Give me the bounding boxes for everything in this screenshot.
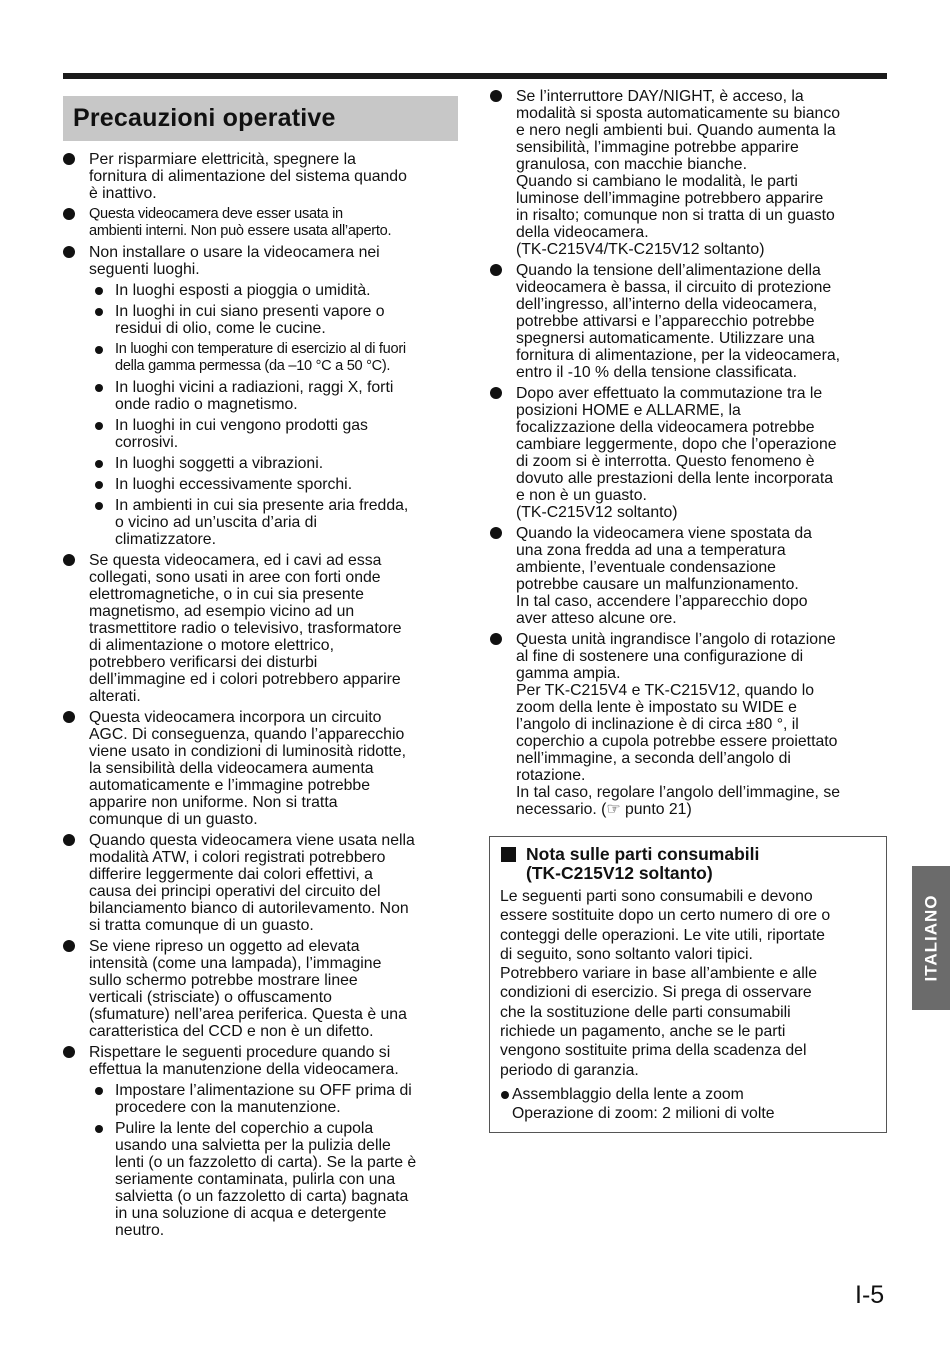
note-body-line: richiede un pagamento, anche se le parti	[500, 1023, 786, 1041]
section-title: Precauzioni operative	[73, 104, 336, 132]
bullet-line: sullo schermo potrebbe mostrare linee	[89, 972, 358, 989]
sub-bullet-item	[89, 379, 463, 413]
bullet-line: ambiente, l’eventuale condensazione	[516, 559, 776, 576]
bullet-line: coperchio a cupola potrebbe essere proiettato	[516, 733, 838, 750]
bullet-line: è inattivo.	[89, 185, 157, 202]
sub-bullet-line: In luoghi vicini a radiazioni, raggi X, forti	[115, 379, 394, 396]
note-heading-line: (TK-C215V12 soltanto)	[526, 863, 713, 883]
note-body-line: condizioni di esercizio. Si prega di osservare	[500, 984, 812, 1002]
bullet-item	[63, 1044, 463, 1078]
bullet-item	[490, 88, 888, 258]
bullet-line: potrebbe attivarsi e l’apparecchio potrebbe	[516, 313, 815, 330]
bullet-text	[89, 832, 463, 934]
sub-bullet-item	[89, 417, 463, 451]
sub-bullet-line: In luoghi con temperature di esercizio al di fuori	[115, 341, 406, 357]
bullet-line: fornitura di alimentazione, per la videocamera,	[516, 347, 841, 364]
bullet-text	[89, 1044, 463, 1078]
bullet-line: collegati, sono usati in aree con forti onde	[89, 569, 381, 586]
bullet-line: la sensibilità della videocamera aumenta	[89, 760, 374, 777]
bullet-line: Quando si cambiano le modalità, le parti	[516, 173, 798, 190]
sub-bullet-line: in una soluzione di acqua e detergente	[115, 1205, 387, 1222]
sub-bullet-item	[89, 476, 463, 493]
sub-bullet-line: In luoghi in cui siano presenti vapore o	[115, 303, 385, 320]
sub-bullet-line: In luoghi eccessivamente sporchi.	[115, 476, 353, 493]
bullet-line: granulosa, con macchie bianche.	[516, 156, 747, 173]
sub-bullet-line: salvietta (o un fazzoletto di carta) bagnata	[115, 1188, 409, 1205]
bullet-line: Quando la tensione dell’alimentazione della	[516, 262, 821, 279]
bullet-text	[516, 631, 888, 818]
bullet-line: Se viene ripreso un oggetto ad elevata	[89, 938, 360, 955]
sub-bullet-item	[89, 282, 463, 299]
bullet-text	[516, 385, 888, 521]
bullet-line: necessario. (☞ punto 21)	[516, 801, 692, 818]
note-body-line: conteggi delle operazioni. Le vite utili, riportate	[500, 926, 825, 944]
bullet-line: fornitura di alimentazione del sistema quando	[89, 168, 407, 185]
bullet-text	[516, 525, 888, 627]
bullet-line: viene usato in condizioni di luminosità ridotte,	[89, 743, 406, 760]
bullet-line: (TK-C215V4/TK-C215V12 soltanto)	[516, 241, 765, 258]
bullet-line: in risalto; comunque non si tratta di un guasto	[516, 207, 835, 224]
sub-bullet-item	[89, 303, 463, 337]
bullet-line: nell’immagine, a seconda dell’angolo di	[516, 750, 791, 767]
sub-bullet-line: In luoghi esposti a pioggia o umidità.	[115, 282, 371, 299]
sub-bullet-line: onde radio o magnetismo.	[115, 396, 298, 413]
sub-bullet-line: seriamente contaminata, pulirla con una	[115, 1171, 396, 1188]
bullet-line: Quando questa videocamera viene usata nella	[89, 832, 415, 849]
bullet-line: di zoom si è interrotta. Questo fenomeno è	[516, 453, 815, 470]
bullet-line: della videocamera.	[516, 224, 649, 241]
note-body-line: vengono sostituite prima della scadenza del	[500, 1042, 807, 1060]
language-tab-label: ITALIANO	[921, 894, 941, 982]
bullet-line: modalità ATW, i colori registrati potrebbero	[89, 849, 386, 866]
language-tab	[912, 866, 950, 1010]
bullet-line: Questa videocamera incorpora un circuito	[89, 709, 382, 726]
note-body-line: che la sostituzione delle parti consumabili	[500, 1003, 791, 1021]
sub-bullet-line: In luoghi soggetti a vibrazioni.	[115, 455, 324, 472]
bullet-item	[490, 262, 888, 381]
note-body-line: Potrebbero variare in base all’ambiente e alle	[500, 965, 818, 983]
bullet-text	[89, 206, 463, 240]
bullet-line: Per risparmiare elettricità, spegnere la	[89, 151, 356, 168]
bullet-item	[63, 206, 463, 240]
bullet-line: automaticamente e l’immagine potrebbe	[89, 777, 370, 794]
bullet-line: dell’immagine ed i colori potrebbero apparire	[89, 671, 401, 688]
bullet-item	[63, 244, 463, 278]
bullet-line: e non è un guasto.	[516, 487, 647, 504]
bullet-line: una zona fredda ad una a temperatura	[516, 542, 786, 559]
bullet-line: elettromagnetiche, o in cui sia presente	[89, 586, 364, 603]
bullet-text	[89, 151, 463, 202]
bullet-line: In tal caso, accendere l’apparecchio dopo	[516, 593, 808, 610]
bullet-line: rotazione.	[516, 767, 586, 784]
sub-bullet-line: o vicino ad un’uscita d’aria di	[115, 514, 317, 531]
bullet-item	[490, 631, 888, 818]
bullet-item	[490, 525, 888, 627]
sub-bullet-item	[89, 1120, 463, 1239]
bullet-line: luminose dell’immagine potrebbero apparire	[516, 190, 824, 207]
bullet-line: focalizzazione della videocamera potrebbe	[516, 419, 815, 436]
bullet-line: Dopo aver effettuato la commutazione tra le	[516, 385, 823, 402]
bullet-line: spegnersi automaticamente. Utilizzare una	[516, 330, 815, 347]
bullet-text	[89, 709, 463, 828]
bullet-line: bilanciamento bianco di autorilevamento. Non	[89, 900, 409, 917]
sub-bullet-line: usando una salvietta per la pulizia delle	[115, 1137, 391, 1154]
left-column	[63, 151, 463, 1243]
bullet-line: videocamera è bassa, il circuito di protezione	[516, 279, 832, 296]
bullet-line: Quando la videocamera viene spostata da	[516, 525, 812, 542]
bullet-line: alterati.	[89, 688, 141, 705]
sub-bullet-line: In ambienti in cui sia presente aria fredda,	[115, 497, 409, 514]
bullet-line: potrebbe causare un malfunzionamento.	[516, 576, 799, 593]
bullet-line: ambienti interni. Non può essere usata all’aperto.	[89, 223, 392, 239]
note-bullet	[500, 1085, 876, 1123]
square-bullet-icon	[501, 847, 516, 862]
sub-bullet-item	[89, 1082, 463, 1116]
bullet-line: seguenti luoghi.	[89, 261, 200, 278]
note-body-line: di seguito, sono soltanto valori tipici.	[500, 945, 753, 963]
bullet-line: comunque di un guasto.	[89, 811, 258, 828]
sub-bullet-line: neutro.	[115, 1222, 165, 1239]
bullet-line: sensibilità, l’immagine potrebbe apparire	[516, 139, 799, 156]
bullet-line: Questa videocamera deve esser usata in	[89, 206, 343, 222]
bullet-item	[63, 709, 463, 828]
note-body	[500, 887, 876, 1080]
bullet-line: dell’ingresso, all’interno della videocamera,	[516, 296, 818, 313]
bullet-line: Per TK-C215V4 e TK-C215V12, quando lo	[516, 682, 814, 699]
right-column	[490, 88, 888, 822]
sub-bullet-line: lenti (o un fazzoletto di carta). Se la parte è	[115, 1154, 417, 1171]
bullet-text	[89, 244, 463, 278]
sub-bullet-line: Pulire la lente del coperchio a cupola	[115, 1120, 374, 1137]
bullet-line: magnetismo, ad esempio vicino ad un	[89, 603, 355, 620]
bullet-line: l’angolo di inclinazione è di circa ±80 °, il	[516, 716, 799, 733]
bullet-line: aver atteso alcune ore.	[516, 610, 677, 627]
note-body-line: periodo di garanzia.	[500, 1061, 639, 1079]
bullet-text	[89, 552, 463, 705]
bullet-line: intensità (come una lampada), l’immagine	[89, 955, 382, 972]
note-body-line: essere sostituite dopo un certo numero di ore o	[500, 907, 831, 925]
bullet-line: entro il -10 % della tensione classificata.	[516, 364, 797, 381]
sub-bullet-line: procedere con la manutenzione.	[115, 1099, 341, 1116]
bullet-line: Questa unità ingrandisce l’angolo di rotazione	[516, 631, 836, 648]
section-title-box	[63, 96, 458, 141]
bullet-line: caratteristica del CCD e non è un difetto.	[89, 1023, 374, 1040]
bullet-text	[516, 262, 888, 381]
note-heading-text	[526, 845, 759, 883]
sub-bullet-line: residui di olio, come le cucine.	[115, 320, 326, 337]
bullet-line: trasmettitore radio o televisivo, trasformatore	[89, 620, 402, 637]
bullet-line: si tratta comunque di un guasto.	[89, 917, 314, 934]
bullet-line: potrebbero verificarsi dei disturbi	[89, 654, 318, 671]
bullet-line: dovuto alle prestazioni della lente incorporata	[516, 470, 834, 487]
bullet-line: Non installare o usare la videocamera nei	[89, 244, 380, 261]
bullet-line: Se questa videocamera, ed i cavi ad essa	[89, 552, 382, 569]
bullet-item	[490, 385, 888, 521]
bullet-line: di alimentazione o motore elettrico,	[89, 637, 334, 654]
bullet-line: Se l’interruttore DAY/NIGHT, è acceso, la	[516, 88, 804, 105]
sub-bullet-line: della gamma permessa (da –10 °C a 50 °C).	[115, 358, 391, 374]
bullet-line: (sfumature) nell’area periferica. Questa è una	[89, 1006, 407, 1023]
note-heading-line: Nota sulle parti consumabili	[526, 844, 760, 864]
bullet-line: In tal caso, regolare l’angolo dell’immagine, se	[516, 784, 841, 801]
bullet-line: gamma ampia.	[516, 665, 621, 682]
bullet-line: e nero negli ambienti bui. Quando aumenta la	[516, 122, 836, 139]
sub-bullet-item	[89, 497, 463, 548]
consumable-parts-note	[489, 836, 887, 1133]
bullet-line: AGC. Di conseguenza, quando l’apparecchio	[89, 726, 405, 743]
bullet-line: differire leggermente dai colori effettivi, a	[89, 866, 373, 883]
bullet-line: zoom della lente è impostato su WIDE e	[516, 699, 797, 716]
bullet-line: posizioni HOME e ALLARME, la	[516, 402, 741, 419]
sub-bullet-line: Impostare l’alimentazione su OFF prima di	[115, 1082, 412, 1099]
sub-bullet-item	[89, 455, 463, 472]
note-bullet-line: Operazione di zoom: 2 milioni di volte	[512, 1104, 775, 1122]
bullet-line: effettua la manutenzione della videocamera.	[89, 1061, 399, 1078]
top-rule	[63, 73, 887, 79]
bullet-line: cambiare leggermente, dopo che l’operazione	[516, 436, 837, 453]
bullet-line: causa dei principi operativi del circuito del	[89, 883, 381, 900]
sub-bullet-line: corrosivi.	[115, 434, 179, 451]
bullet-text	[516, 88, 888, 258]
bullet-line: modalità si sposta automaticamente su bianco	[516, 105, 841, 122]
sub-bullet-line: In luoghi in cui vengono prodotti gas	[115, 417, 368, 434]
sub-bullet-item	[89, 341, 463, 375]
note-body-line: Le seguenti parti sono consumabili e devono	[500, 888, 813, 905]
bullet-line: Rispettare le seguenti procedure quando si	[89, 1044, 391, 1061]
bullet-item	[63, 938, 463, 1040]
note-bullet-line: Assemblaggio della lente a zoom	[512, 1085, 744, 1103]
bullet-line: (TK-C215V12 soltanto)	[516, 504, 678, 521]
bullet-item	[63, 552, 463, 705]
bullet-text	[89, 938, 463, 1040]
bullet-item	[63, 832, 463, 934]
bullet-line: al fine di sostenere una configurazione di	[516, 648, 804, 665]
bullet-item	[63, 151, 463, 202]
bullet-line: verticali (strisciate) o offuscamento	[89, 989, 332, 1006]
page-number: I-5	[855, 1281, 885, 1309]
note-heading	[500, 845, 876, 883]
bullet-line: apparire non uniforme. Non si tratta	[89, 794, 338, 811]
sub-bullet-line: climatizzatore.	[115, 531, 216, 548]
